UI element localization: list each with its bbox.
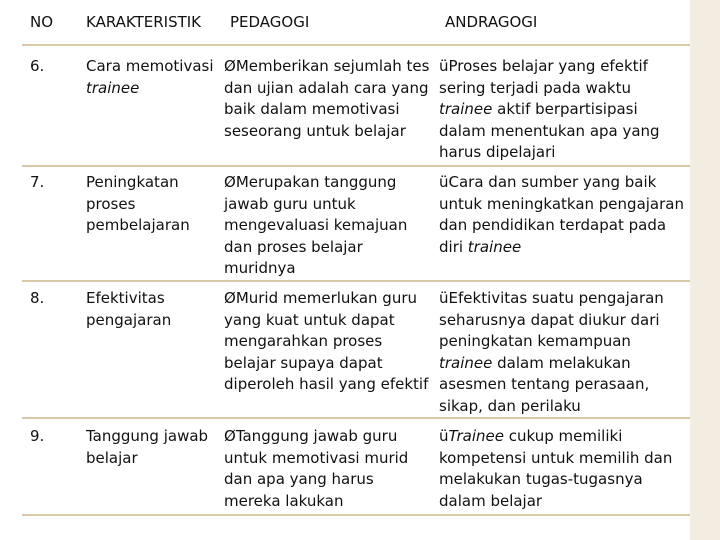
andragogi-cell: üEfektivitas suatu pengajaran seharusnya dapat diukur dari peningkatan kemampuan trainee dalam melakukan asesmen tentang perasaan, sikap, dan perilaku: [437, 281, 690, 418]
header-no: NO: [22, 0, 78, 45]
row-number: 7.: [22, 166, 78, 281]
row-number: 9.: [22, 418, 78, 515]
karakteristik-cell: Cara memotivasi trainee: [78, 45, 222, 166]
pedagogi-cell: ØMerupakan tanggung jawab guru untuk mengevaluasi kemajuan dan proses belajar muridnya: [222, 166, 437, 281]
karakteristik-cell: Peningkatan proses pembelajaran: [78, 166, 222, 281]
checkmark-bullet-icon: ü: [439, 427, 449, 445]
arrow-bullet-icon: Ø: [224, 57, 236, 75]
table-row: [22, 166, 690, 281]
checkmark-bullet-icon: ü: [439, 57, 449, 75]
row-number: 8.: [22, 281, 78, 418]
pedagogi-cell: ØMurid memerlukan guru yang kuat untuk dapat mengarahkan proses belajar supaya dapat diperoleh hasil yang efektif: [222, 281, 437, 418]
table-row: [22, 281, 690, 418]
arrow-bullet-icon: Ø: [224, 427, 236, 445]
karakteristik-cell: Efektivitas pengajaran: [78, 281, 222, 418]
pedagogi-cell: ØMemberikan sejumlah tes dan ujian adalah cara yang baik dalam memotivasi seseorang untuk belajar: [222, 45, 437, 166]
checkmark-bullet-icon: ü: [439, 289, 449, 307]
pedagogi-cell: ØTanggung jawab guru untuk memotivasi murid dan apa yang harus mereka lakukan: [222, 418, 437, 515]
arrow-bullet-icon: Ø: [224, 173, 236, 191]
header-karakteristik: KARAKTERISTIK: [78, 0, 222, 45]
header-pedagogi: PEDAGOGI: [222, 0, 437, 45]
row-number: 6.: [22, 45, 78, 166]
table-row: [22, 45, 690, 166]
andragogi-cell: üCara dan sumber yang baik untuk meningkatkan pengajaran dan pendidikan terdapat pada diri trainee: [437, 166, 690, 281]
andragogi-cell: üTrainee cukup memiliki kompetensi untuk memilih dan melakukan tugas-tugasnya dalam belajar: [437, 418, 690, 515]
header-andragogi: ANDRAGOGI: [437, 0, 690, 45]
table-header-row: [22, 0, 690, 45]
arrow-bullet-icon: Ø: [224, 289, 236, 307]
table-row: [22, 418, 690, 515]
decorative-side-strip: [690, 0, 720, 540]
karakteristik-cell: Tanggung jawab belajar: [78, 418, 222, 515]
andragogi-cell: üProses belajar yang efektif sering terjadi pada waktu trainee aktif berpartisipasi dalam menentukan apa yang harus dipelajari: [437, 45, 690, 166]
checkmark-bullet-icon: ü: [439, 173, 449, 191]
comparison-table: [22, 0, 690, 516]
